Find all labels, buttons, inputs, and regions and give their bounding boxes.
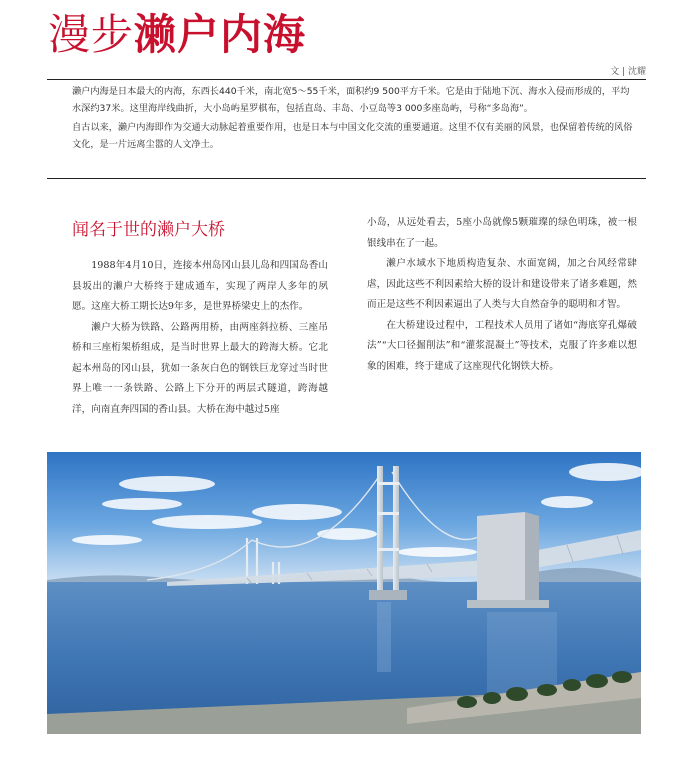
intro-block [72,84,638,156]
body-paragraph: 在大桥建设过程中，工程技术人员用了诸如“海底穿孔爆破法”“大口径掘削法”和“灌浆混凝土”等技术，克服了许多难以想象的困难，终于建成了这座现代化钢铁大桥。 [367,319,637,372]
body-column-right [367,213,637,377]
bridge-photo [47,452,641,734]
intro-paragraph-1: 濑户内海是日本最大的内海，东西长440千米，南北宽5～55千米，面积约9 500平方千米。它是由于陆地下沉、海水入侵而形成的，平均水深约37米。这里海岸线曲折，大小岛屿星罗棋布，包括直岛、丰岛、小豆岛等3 000多座岛屿，号称“多岛海”。 [72,86,630,114]
body-column-left [72,256,328,420]
intro-top-rule [47,79,646,80]
author-byline: 文 | 沈耀 [610,67,646,77]
intro-bottom-rule [47,178,646,179]
page-title [48,8,306,62]
body-paragraph: 濑户大桥为铁路、公路两用桥，由两座斜拉桥、三座吊桥和三座桁架桥组成，是当时世界上最大的跨海大桥。它北起本州岛的冈山县，犹如一条灰白色的钢铁巨龙穿过当时世界上唯一一条铁路、公路上下分开的两层式隧道，跨海越洋，向南直奔四国的香山县。大桥在海中越过5座 [72,321,328,415]
body-paragraph: 濑户水域水下地质构造复杂、水面宽阔，加之台风经常肆虐，因此这些不利因素给大桥的设计和建设带来了诸多难题，然而正是这些不利因素逼出了人类与大自然奋争的聪明和才智。 [367,258,637,310]
body-paragraph: 1988年4月10日，连接本州岛冈山县儿岛和四国岛香山县坂出的濑户大桥终于建成通车，实现了两岸人多年的夙愿。这座大桥工期长达9年多，是世界桥梁史上的杰作。 [72,260,328,312]
intro-paragraph-2: 自古以来，濑户内海即作为交通大动脉起着重要作用，也是日本与中国文化交流的重要通道。这里不仅有美丽的风景，也保留着传统的风俗文化，是一片远离尘嚣的人文净土。 [72,122,633,150]
title-part-bold: 濑户内海 [134,10,307,59]
title-part-light: 漫步 [48,10,135,59]
body-paragraph-continued: 小岛，从远处看去，5座小岛就像5颗璀璨的绿色明珠，被一根银线串在了一起。 [367,217,637,249]
section-heading: 闻名于世的濑户大桥 [72,220,225,240]
